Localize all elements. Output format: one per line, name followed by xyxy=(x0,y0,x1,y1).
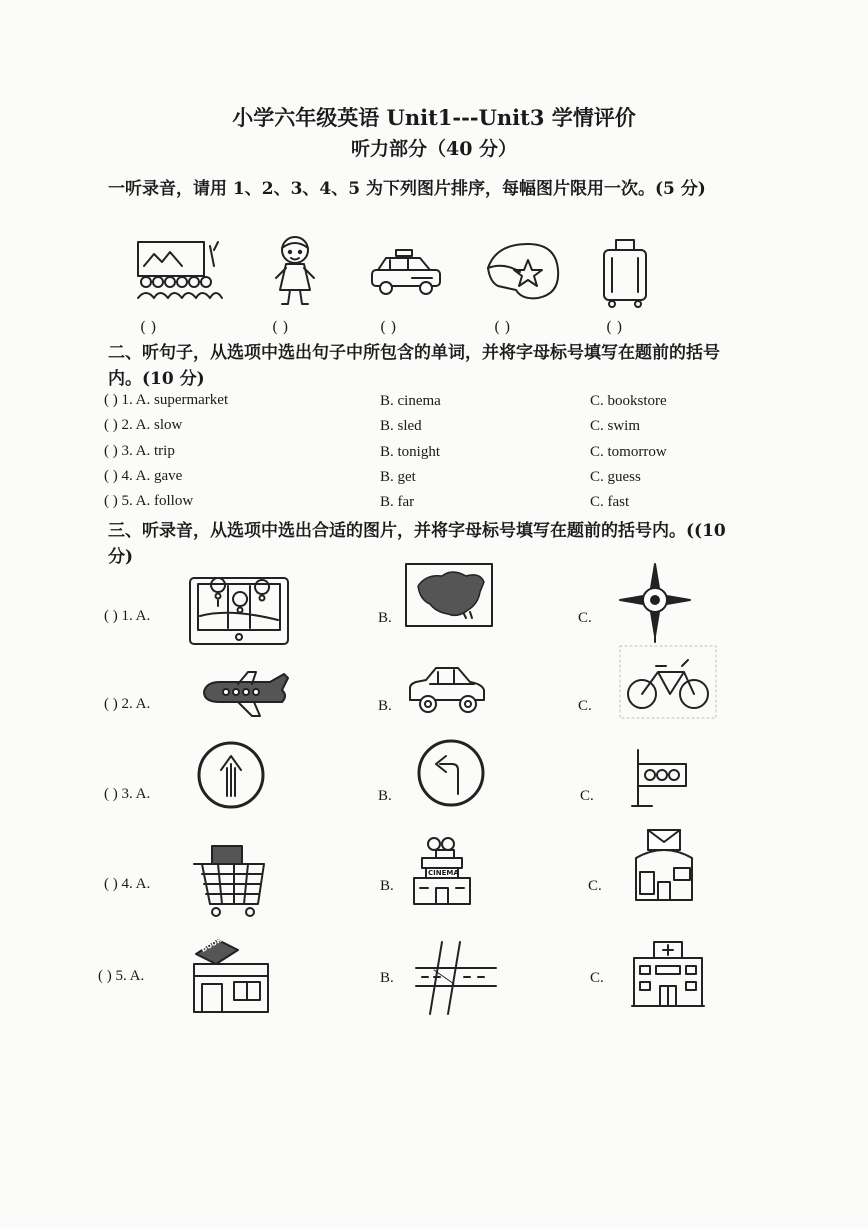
s3-item-5-label: ( ) 5. A. xyxy=(98,968,145,984)
s2-item-2-c: C. swim xyxy=(590,418,641,434)
tablet-map-icon xyxy=(188,576,290,648)
s3-item-2-c: C. xyxy=(578,698,592,714)
s2-item-5-a: ( ) 5. A. follow xyxy=(104,493,194,509)
china-map-icon xyxy=(404,562,494,628)
s1-answer-1[interactable]: ( ) xyxy=(140,318,157,336)
suitcase-icon xyxy=(598,236,652,310)
s2-item-3-c: C. tomorrow xyxy=(590,444,667,460)
s2-item-4-b: B. get xyxy=(380,469,416,485)
s2-item-5-b: B. far xyxy=(380,494,415,510)
s3-item-4-c: C. xyxy=(588,878,602,894)
cinema-audience-icon xyxy=(128,236,218,306)
s2-item-3-b: B. tonight xyxy=(380,444,441,460)
car-icon xyxy=(406,664,488,716)
page-title: 小学六年级英语 Unit1---Unit3 学情评价 xyxy=(232,105,636,130)
s1-answer-4[interactable]: ( ) xyxy=(494,318,511,336)
s3-item-2-label: ( ) 2. A. xyxy=(104,696,151,712)
crossroads-icon xyxy=(412,938,496,1014)
section1-instruction: 一听录音，请用 1、2、3、4、5 为下列图片排序，每幅图片限用一次。(5 分) xyxy=(108,179,706,199)
s2-item-1-b: B. cinema xyxy=(380,393,441,409)
girl-icon xyxy=(270,234,320,310)
s3-item-5-b: B. xyxy=(380,970,394,986)
traffic-light-icon xyxy=(630,746,690,810)
taxi-icon xyxy=(368,248,444,296)
s2-item-1-c: C. bookstore xyxy=(590,393,667,409)
s2-item-4-a: ( ) 4. A. gave xyxy=(104,468,183,484)
cinema-sign-text: CINEMA xyxy=(428,869,459,877)
s3-item-5-c: C. xyxy=(590,970,604,986)
s2-item-2-a: ( ) 2. A. slow xyxy=(104,417,183,433)
s1-answer-5[interactable]: ( ) xyxy=(606,318,623,336)
s2-item-2-b: B. sled xyxy=(380,418,422,434)
s2-item-1-a: ( ) 1. A. supermarket xyxy=(104,392,229,408)
s3-item-3-c: C. xyxy=(580,788,594,804)
s2-item-4-c: C. guess xyxy=(590,469,641,485)
compass-icon xyxy=(618,560,692,644)
page-subtitle: 听力部分（40 分） xyxy=(350,138,518,160)
section2-instruction: 二、听句子，从选项中选出句子中所包含的单词，并将字母标号填写在题前的括号内。(10 分) xyxy=(108,343,720,389)
s2-item-3-a: ( ) 3. A. trip xyxy=(104,443,175,459)
s1-answer-3[interactable]: ( ) xyxy=(380,318,397,336)
turn-left-sign-icon xyxy=(416,738,486,808)
s3-item-4-label: ( ) 4. A. xyxy=(104,876,151,892)
s3-item-1-label: ( ) 1. A. xyxy=(104,608,151,624)
section3-instruction: 三、听录音，从选项中选出合适的图片，并将字母标号填写在题前的括号内。((10 分) xyxy=(108,521,726,567)
s3-item-3-b: B. xyxy=(378,788,392,804)
s2-item-5-c: C. fast xyxy=(590,494,630,510)
helmet-icon xyxy=(482,240,562,302)
s3-item-1-b: B. xyxy=(378,610,392,626)
s3-item-2-b: B. xyxy=(378,698,392,714)
bicycle-icon xyxy=(620,646,716,718)
bookstore-sign-text: Book xyxy=(199,934,224,955)
s1-answer-2[interactable]: ( ) xyxy=(272,318,289,336)
s3-item-3-label: ( ) 3. A. xyxy=(104,786,151,802)
s3-item-1-c: C. xyxy=(578,610,592,626)
straight-arrow-sign-icon xyxy=(196,740,266,810)
plane-icon xyxy=(198,670,294,720)
s3-item-4-b: B. xyxy=(380,878,394,894)
shopping-cart-icon xyxy=(190,840,268,918)
hospital-icon xyxy=(628,940,708,1010)
post-office-icon xyxy=(630,828,700,906)
